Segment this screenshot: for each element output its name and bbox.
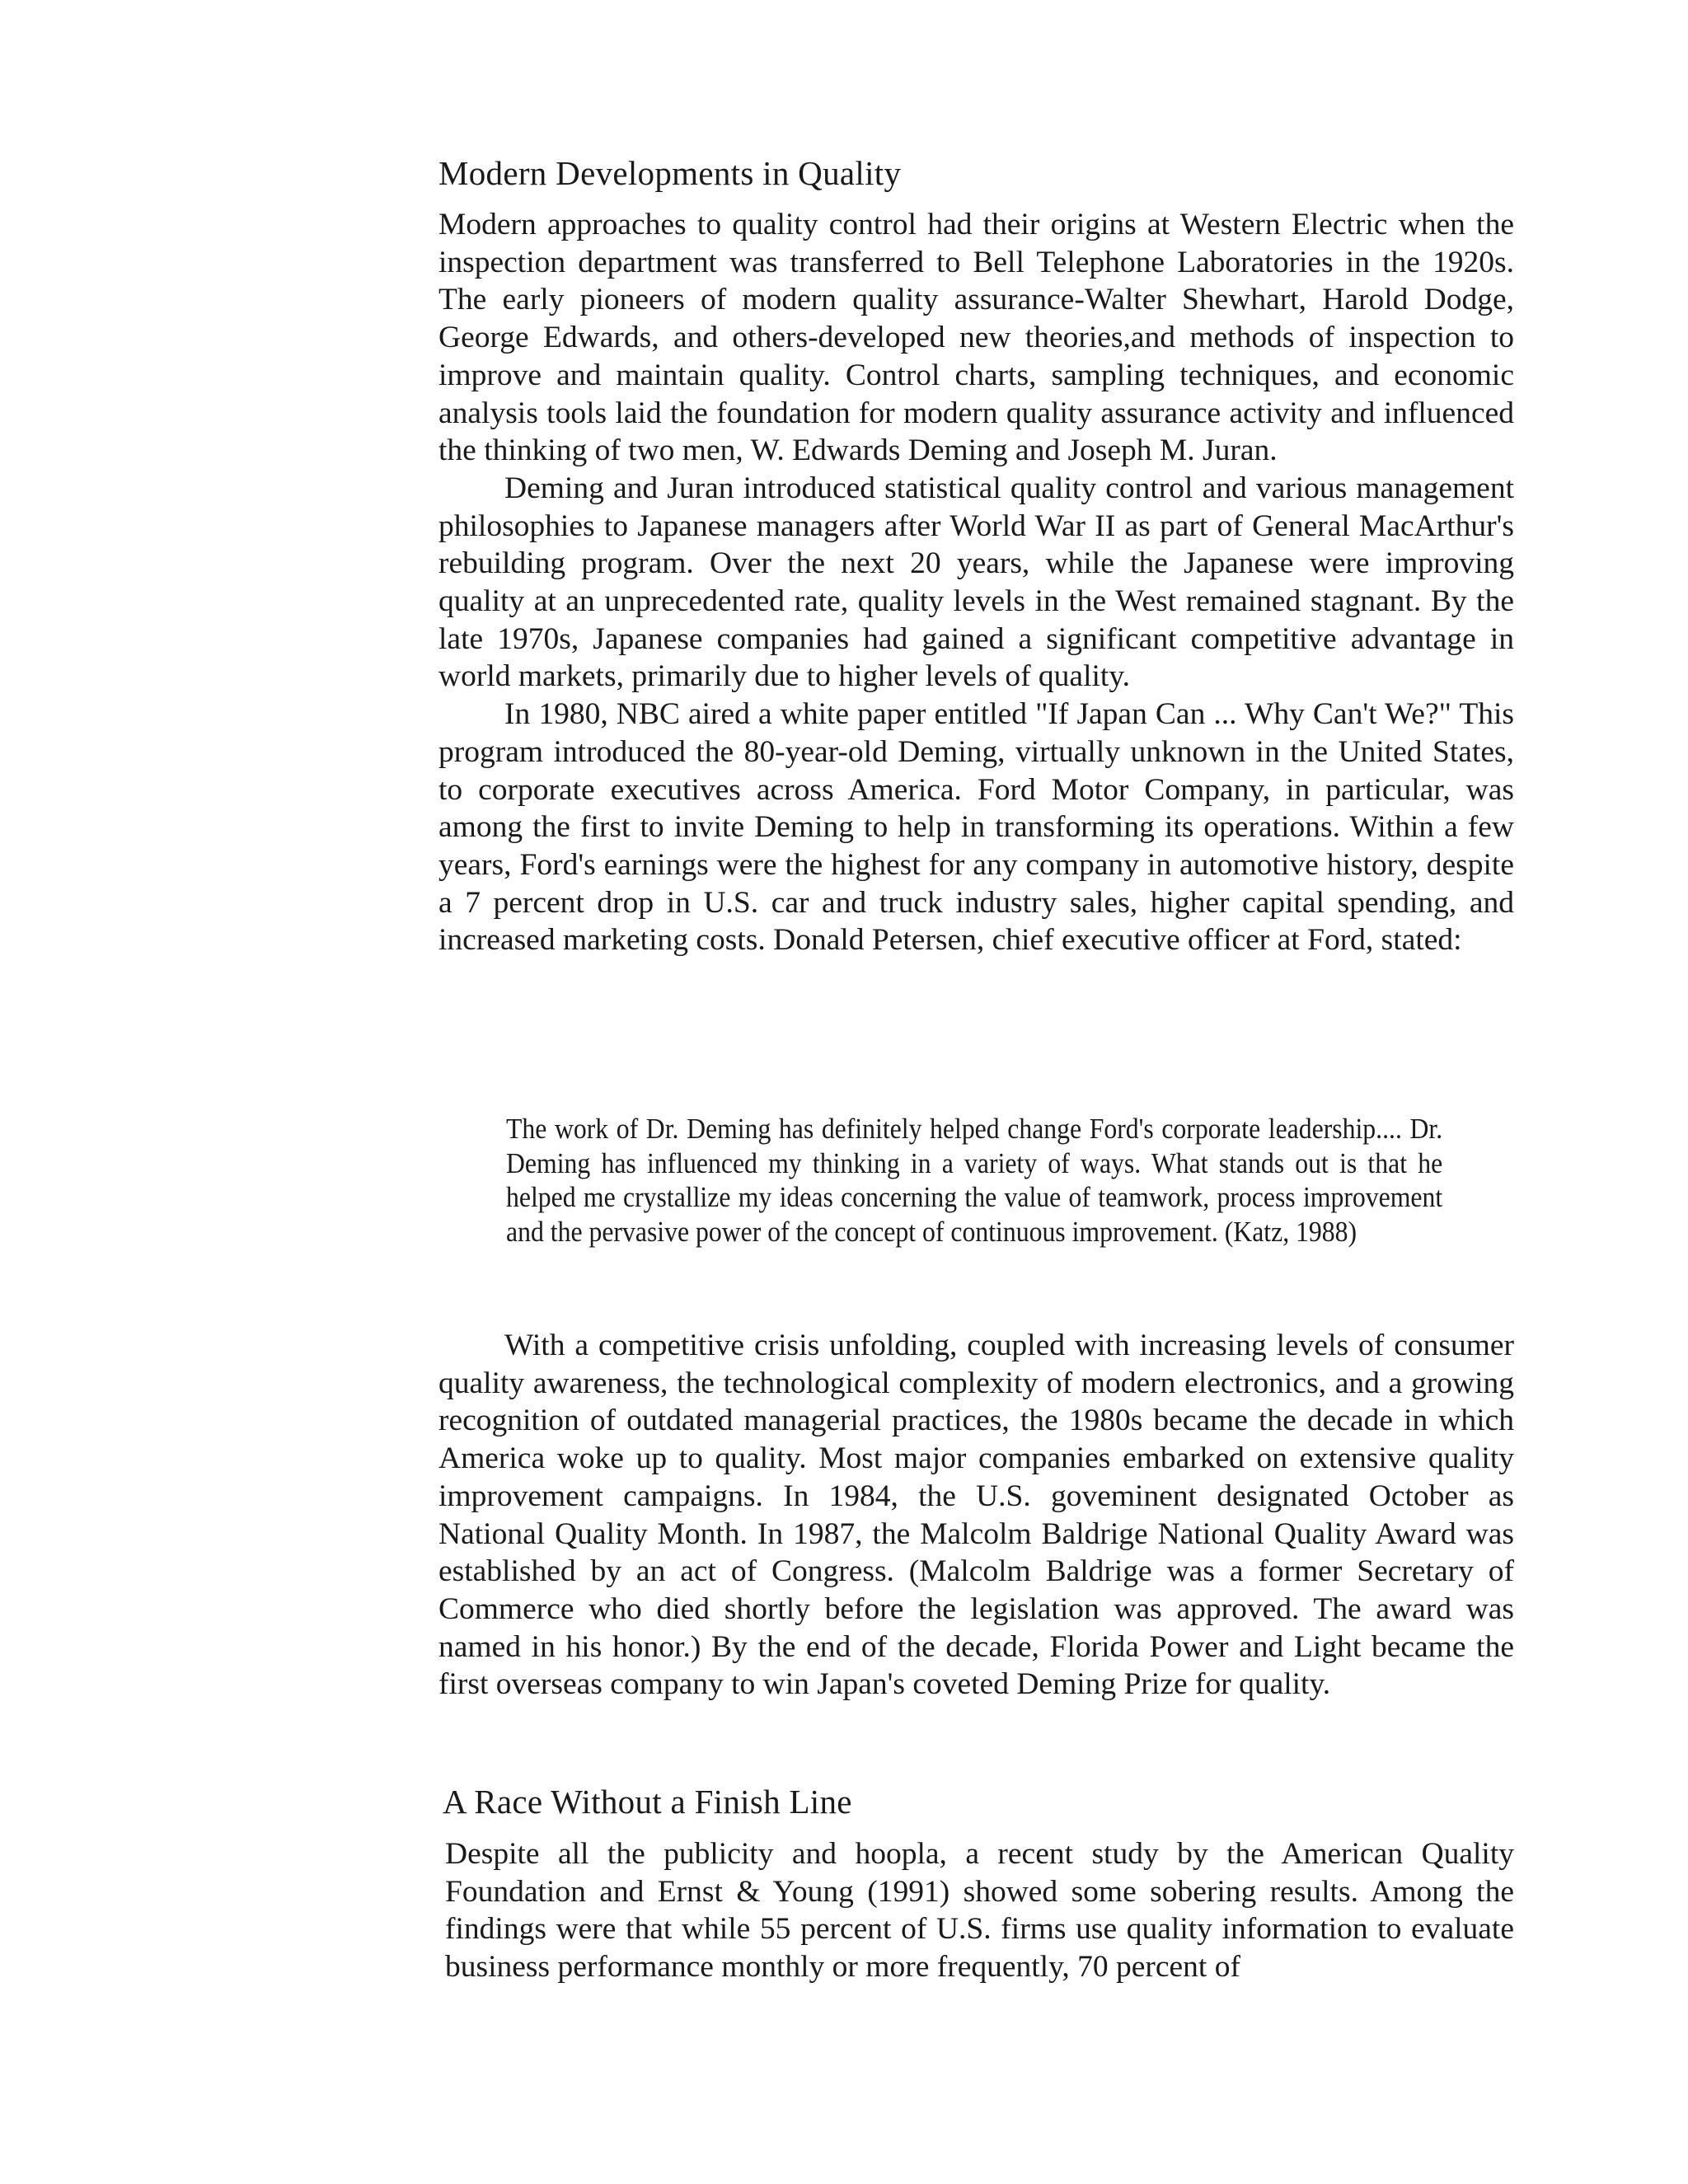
paragraph: With a competitive crisis unfolding, coupled with increasing levels of consumer quality awareness, the technological complexity of modern electronics, and a growing recognition of outdated managerial practices, the 1980s became the decade in which America woke up to quality. Most major companies embarked on extensive quality improvement campaigns. In 1984, the U.S. goveminent designated October as National Quality Month. In 1987, the Malcolm Baldrige National Quality Award was established by an act of Congress. (Malcolm Baldrige was a former Secretary of Commerce who died shortly before the legislation was approved. The award was named in his honor.) By the end of the decade, Florida Power and Light became the first overseas company to win Japan's coveted Deming Prize for quality. (438, 1329, 1514, 1702)
section1-closing (438, 1327, 1514, 1704)
paragraph: Deming and Juran introduced statistical quality control and various management philosophies to Japanese managers after World War II as part of General MacArthur's rebuilding program. Over the next 20 years, while the Japanese were improving quality at an unprecedented rate, quality levels in the West remained stagnant. By the late 1970s, Japanese companies had gained a significant competitive advantage in world markets, primarily due to higher levels of quality. (438, 471, 1514, 694)
section-heading-modern-developments: Modern Developments in Quality (438, 154, 902, 192)
section2-body (445, 1835, 1514, 1986)
paragraph: In 1980, NBC aired a white paper entitled "If Japan Can ... Why Can't We?" This program introduced the 80-year-old Deming, virtually unknown in the United States, to corporate executives across America. Ford Motor Company, in particular, was among the first to invite Deming to help in transforming its operations. Within a few years, Ford's earnings were the highest for any company in automotive history, despite a 7 percent drop in U.S. car and truck industry sales, higher capital spending, and increased marketing costs. Donald Petersen, chief executive officer at Ford, stated: (438, 697, 1514, 958)
section-heading-race-without-finish-line: A Race Without a Finish Line (443, 1783, 852, 1821)
paragraph: Modern approaches to quality control had their origins at Western Electric when the inspection department was transferred to Bell Telephone Laboratories in the 1920s. The early pioneers of modern quality assurance-Walter Shewhart, Harold Dodge, George Edwards, and others-developed new theories,and methods of inspection to improve and maintain quality. Control charts, sampling techniques, and economic analysis tools laid the foundation for modern quality assurance activity and influenced the thinking of two men, W. Edwards Deming and Joseph M. Juran. (438, 208, 1514, 468)
section1-body (438, 206, 1514, 959)
paragraph: Despite all the publicity and hoopla, a recent study by the American Quality Foundation and Ernst & Young (1991) showed some sobering results. Among the findings were that while 55 percent of U.S. firms use quality information to evaluate business performance monthly or more frequently, 70 percent of (445, 1837, 1514, 1985)
block-quote: The work of Dr. Deming has definitely helped change Ford's corporate leadership.... Dr. Deming has influenced my thinking in a variety of ways. What stands out is that he helped me crystallize my ideas concerning the value of teamwork, process improvement and the pervasive power of the concept of continuous improvement. (Katz, 1988) (506, 1113, 1443, 1248)
